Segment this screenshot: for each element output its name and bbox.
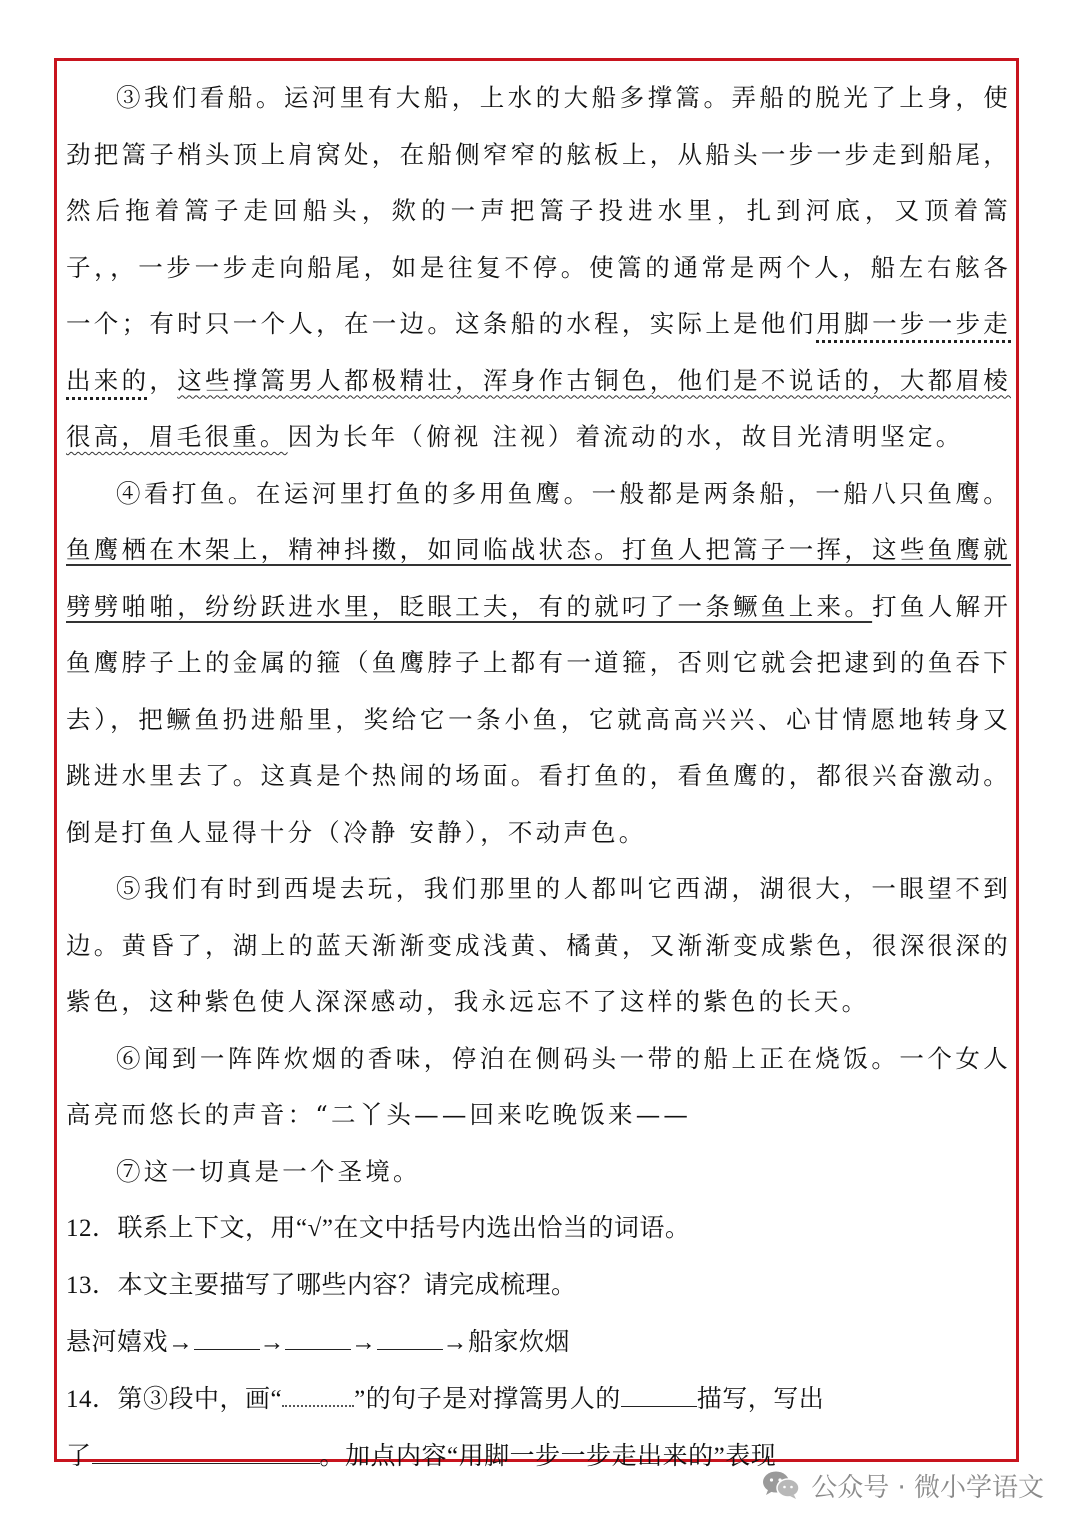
question-14 — [66, 1371, 1011, 1428]
answer-blank-3[interactable] — [377, 1327, 443, 1350]
watermark-footer — [761, 1465, 1044, 1505]
question-14-text: 14．第③段中，画“ — [66, 1386, 283, 1413]
flow-arrow: → — [259, 1329, 286, 1356]
paragraph-3-text: ③我们看船。运河里有大船，上水的大船多撑篙。弄船的脱光了上身，使劲把篙子梢头顶上肩窝处，在船侧窄窄的舷板上，从船头一步一步走到船尾，然后拖着篙子走回船头，欻的一声把篙子投进水里，扎到河底，又顶着篙子，，一步一步走向船尾，如是往复不停。使篙的通常是两个人，船左右舷各一个；有时只一个人，在一边。这条船的水程，实际上是他们 — [66, 83, 1011, 338]
question-14-text-d: 了 — [66, 1443, 92, 1470]
footer-text: 公众号 · 微小学语文 — [811, 1472, 1044, 1503]
question-14-text-c: 描写，写出 — [696, 1386, 825, 1413]
paragraph-3-comma: ， — [149, 365, 178, 395]
question-13-flow — [66, 1314, 1011, 1371]
wavy-underlined-sentence: 这些撑篙男人都极精壮，浑身作古铜色，他们是不说话的，大都眉棱很高，眉毛很重。 — [66, 365, 1011, 451]
question-14-text-b: ”的句子是对撑篙男人的 — [354, 1386, 621, 1413]
wechat-icon — [761, 1469, 801, 1501]
flow-end: →船家炊烟 — [442, 1329, 571, 1356]
paragraph-4-tail: 打鱼人解开鱼鹰脖子上的金属的箍（鱼鹰脖子上都有一道箍，否则它就会把逮到的鱼吞下去），把鳜鱼扔进船里，奖给它一条小鱼，它就高高兴兴、心甘情愿地转身又跳进水里去了。这真是个热闹的场面。看打鱼的，看鱼鹰的，都很兴奋激动。倒是打鱼人显得十分（冷静 安静），不动声色。 — [66, 591, 1012, 847]
paragraph-5: ⑤我们有时到西堤去玩，我们那里的人都叫它西湖，湖很大，一眼望不到边。黄昏了，湖上的蓝天渐渐变成浅黄、橘黄，又渐渐变成紫色，很深很深的紫色，这种紫色使人深深感动，我永远忘不了这样的紫色的长天。 — [66, 874, 1011, 1016]
answer-blank-2[interactable] — [285, 1327, 351, 1350]
underlined-sentence: 鱼鹰栖在木架上，精神抖擞，如同临战状态。打鱼人把篙子一挥，这些鱼鹰就劈劈啪啪，纷纷跃进水里，眨眼工夫，有的就叼了一条鳜鱼上来。 — [66, 535, 1011, 621]
paragraph-6: ⑥闻到一阵阵炊烟的香味，停泊在侧码头一带的船上正在烧饭。一个女人高亮而悠长的声音：“二丫头——回来吃晚饭来—— — [66, 1043, 1011, 1129]
answer-blank-1[interactable] — [194, 1327, 260, 1350]
question-13: 13．本文主要描写了哪些内容？请完成梳理。 — [66, 1272, 577, 1299]
paragraph-3 — [66, 70, 1011, 466]
article-body — [66, 70, 1011, 1485]
flow-start: 悬河嬉戏→ — [66, 1329, 194, 1356]
answer-blank-5[interactable] — [92, 1441, 320, 1464]
paragraph-4-text: ④看打鱼。在运河里打鱼的多用鱼鹰。一般都是两条船，一船八只鱼鹰。 — [116, 478, 1011, 508]
question-14-text-e: 。加点内容“用脚一步一步走出来的”表现 — [319, 1443, 777, 1470]
dotted-emphasis: 用脚一步一步走出来的 — [66, 309, 1011, 395]
paragraph-3-tail: 因为长年（俯视 注视）着流动的水，故目光清明坚定。 — [287, 422, 964, 451]
answer-blank-4[interactable] — [621, 1384, 697, 1407]
question-12: 12．联系上下文，用“√”在文中括号内选出恰当的词语。 — [66, 1215, 691, 1242]
paragraph-4 — [66, 466, 1011, 862]
wavy-line-sample — [282, 1387, 354, 1407]
paragraph-7: ⑦这一切真是一个圣境。 — [116, 1156, 421, 1186]
flow-arrow: → — [351, 1329, 377, 1356]
